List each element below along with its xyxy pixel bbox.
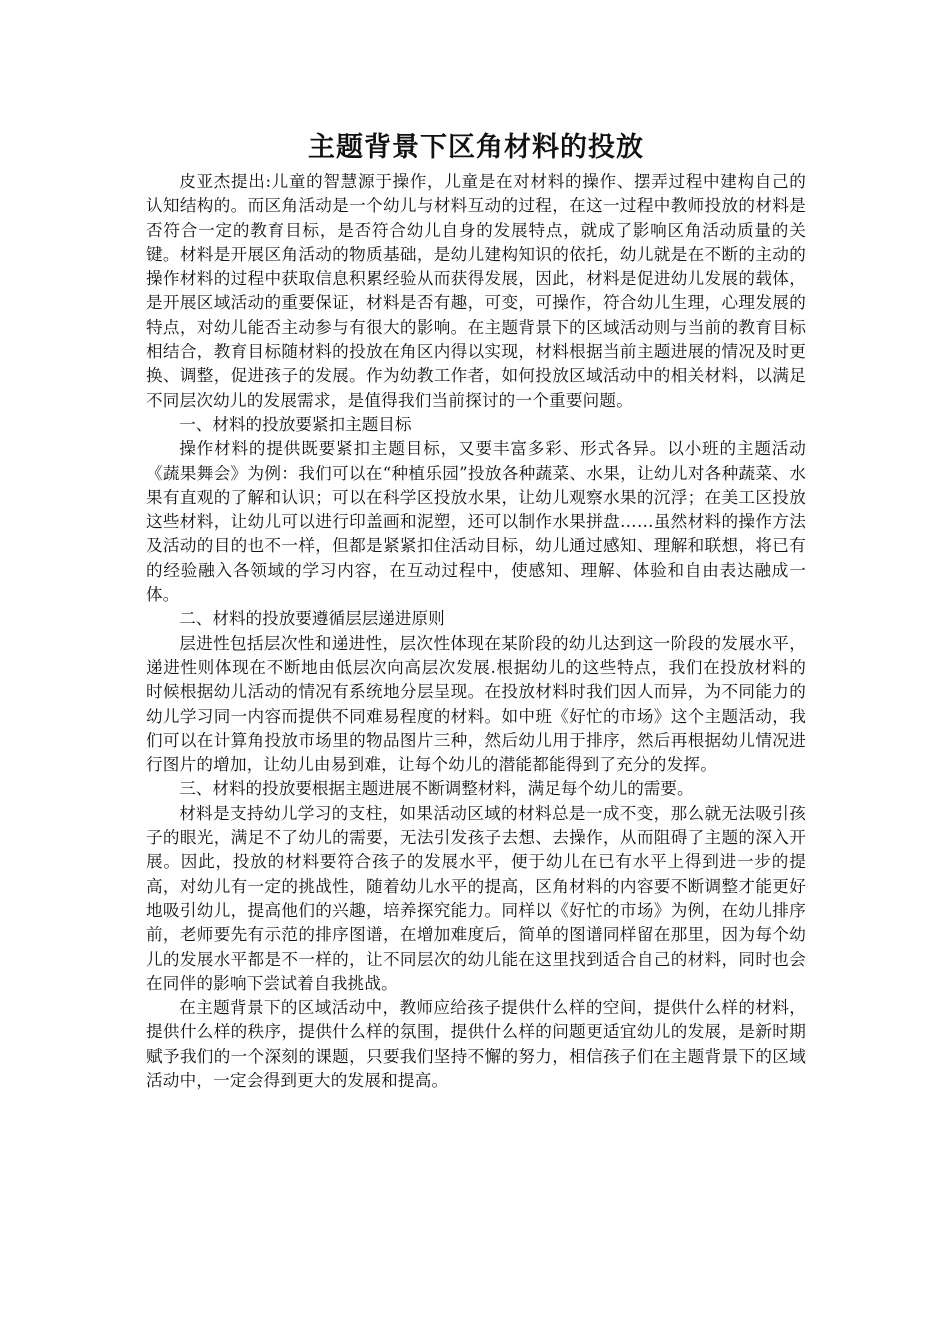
section-heading-1: 一、材料的投放要紧扣主题目标 (179, 414, 412, 434)
intro-paragraph: 皮亚杰提出:儿童的智慧源于操作，儿童是在对材料的操作、摆弄过程中建构自己的认知结构的。而区角活动是一个幼儿与材料互动的过程，在这一过程中教师投放的材料是否符合一定的教育目标，是否符合幼儿自身的发展特点，就成了影响区角活动质量的关键。材料是开展区角活动的物质基础，是幼儿建构知识的依托，幼儿就是在不断的主动的操作材料的过程中获取信息积累经验从而获得发展，因此，材料是促进幼儿发展的载体，是开展区域活动的重要保证，材料是否有趣，可变，可操作，符合幼儿生理，心理发展的特点，对幼儿能否主动参与有很大的影响。在主题背景下的区域活动则与当前的教育目标相结合，教育目标随材料的投放在角区内得以实现，材料根据当前主题进展的情况及时更换、调整，促进孩子的发展。作为幼教工作者，如何投放区域活动中的相关材料，以满足不同层次幼儿的发展需求，是值得我们当前探讨的一个重要问题。 (146, 172, 806, 410)
document-title: 主题背景下区角材料的投放 (308, 132, 644, 163)
document-page (146, 128, 806, 1093)
section-heading-2: 二、材料的投放要遵循层层递进原则 (179, 609, 445, 629)
conclusion-paragraph: 在主题背景下的区域活动中，教师应给孩子提供什么样的空间，提供什么样的材料，提供什么样的秩序，提供什么样的氛围，提供什么样的问题更适宜幼儿的发展，是新时期赋予我们的一个深刻的课题，只要我们坚持不懈的努力，相信孩子们在主题背景下的区域活动中，一定会得到更大的发展和提高。 (146, 998, 806, 1090)
section-1-paragraph: 操作材料的提供既要紧扣主题目标，又要丰富多彩、形式各异。以小班的主题活动《蔬果舞会》为例：我们可以在“种植乐园”投放各种蔬菜、水果，让幼儿对各种蔬菜、水果有直观的了解和认识；可以在科学区投放水果，让幼儿观察水果的沉浮；在美工区投放这些材料，让幼儿可以进行印盖画和泥塑，还可以制作水果拼盘……虽然材料的操作方法及活动的目的也不一样，但都是紧紧扣住活动目标，幼儿通过感知、理解和联想，将已有的经验融入各领域的学习内容，在互动过程中，使感知、理解、体验和自由表达融成一体。 (146, 439, 806, 605)
section-3-paragraph: 材料是支持幼儿学习的支柱，如果活动区域的材料总是一成不变，那么就无法吸引孩子的眼光，满足不了幼儿的需要，无法引发孩子去想、去操作，从而阻碍了主题的深入开展。因此，投放的材料要符合孩子的发展水平，便于幼儿在已有水平上得到进一步的提高，对幼儿有一定的挑战性，随着幼儿水平的提高，区角材料的内容要不断调整才能更好地吸引幼儿，提高他们的兴趣，培养探究能力。同样以《好忙的市场》为例，在幼儿排序前，老师要先有示范的排序图谱，在增加难度后，简单的图谱同样留在那里，因为每个幼儿的发展水平都是不一样的，让不同层次的幼儿能在这里找到适合自己的材料，同时也会在同伴的影响下尝试着自我挑战。 (146, 803, 806, 993)
section-2-paragraph: 层进性包括层次性和递进性，层次性体现在某阶段的幼儿达到这一阶段的发展水平，递进性则体现在不断地由低层次向高层次发展.根据幼儿的这些特点，我们在投放材料的时候根据幼儿活动的情况有系统地分层呈现。在投放材料时我们因人而异，为不同能力的幼儿学习同一内容而提供不同难易程度的材料。如中班《好忙的市场》这个主题活动，我们可以在计算角投放市场里的物品图片三种，然后幼儿用于排序，然后再根据幼儿情况进行图片的增加，让幼儿由易到难，让每个幼儿的潜能都能得到了充分的发挥。 (146, 633, 806, 775)
section-heading-3: 三、材料的投放要根据主题进展不断调整材料，满足每个幼儿的需要。 (179, 779, 694, 799)
